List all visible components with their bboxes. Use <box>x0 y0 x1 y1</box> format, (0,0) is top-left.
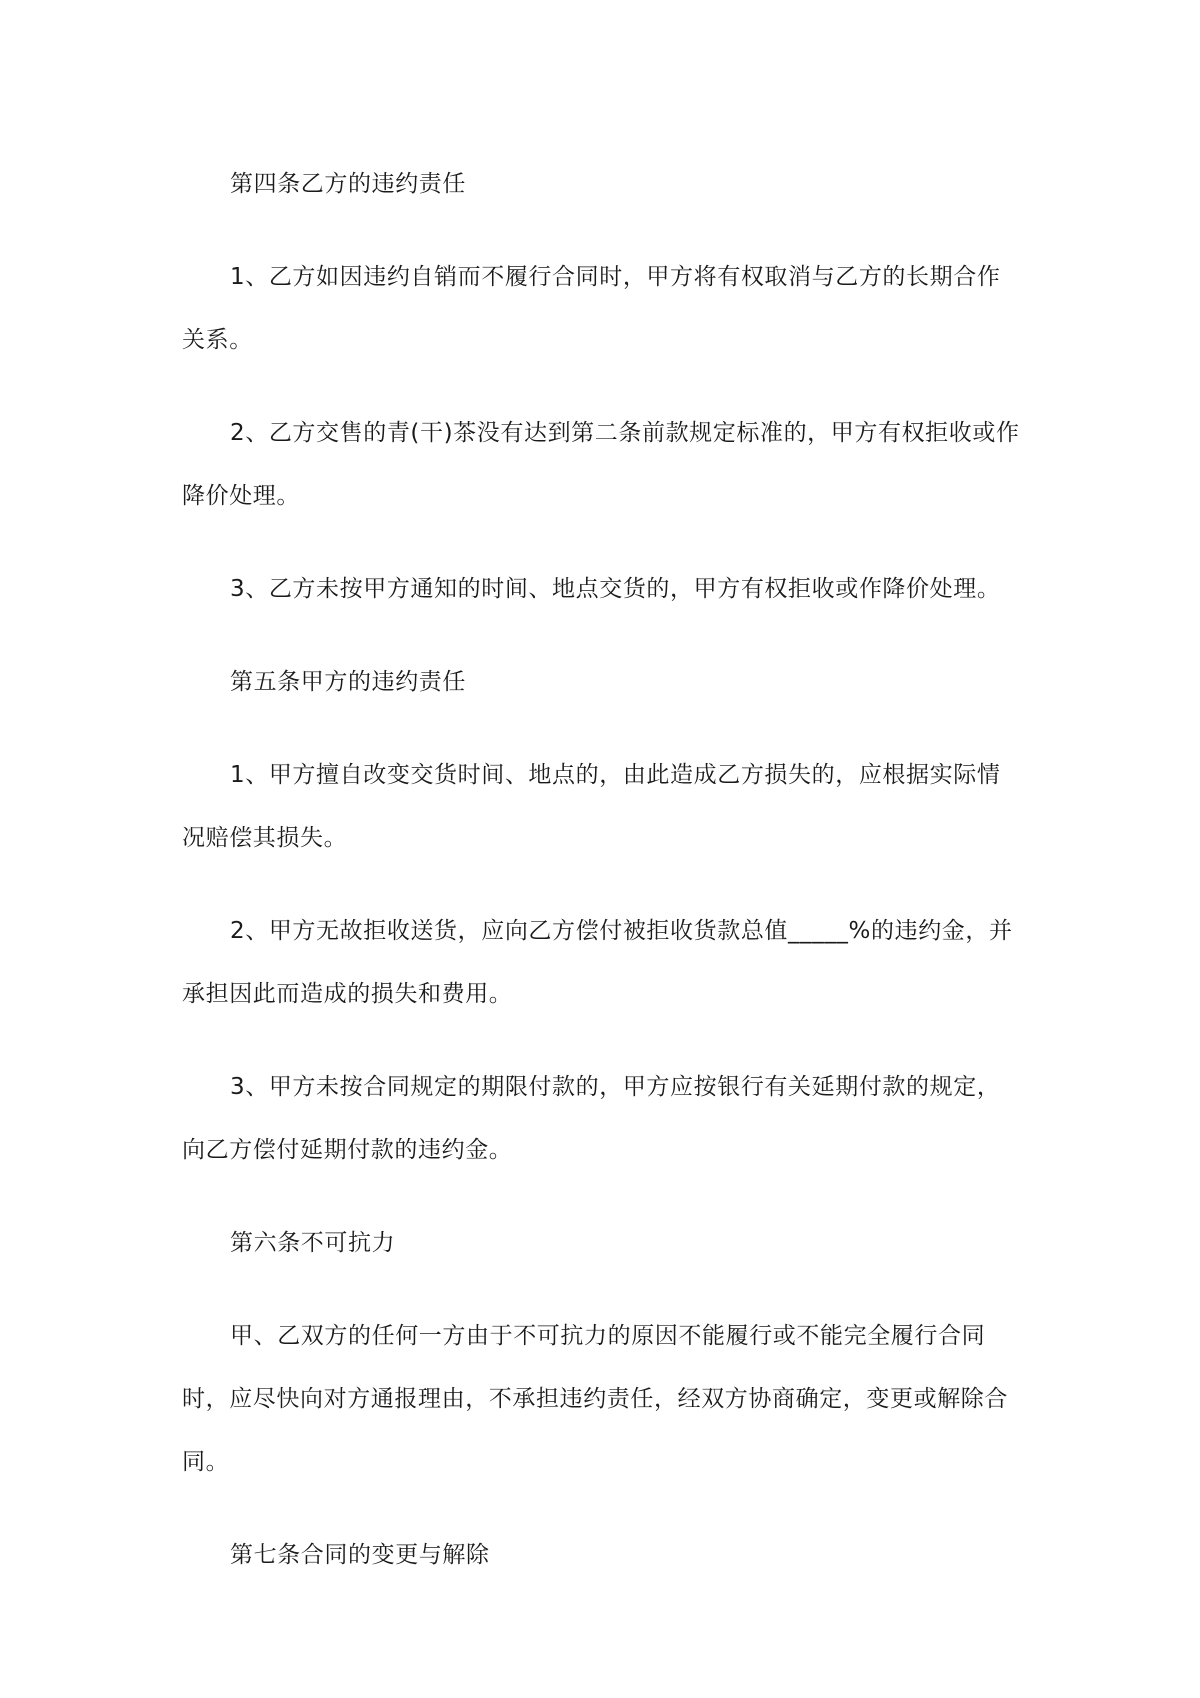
article-5-clause-2: 2、甲方无故拒收送货，应向乙方偿付被拒收货款总值_____%的违约金，并承担因此而造成的损失和费用。 <box>182 918 1013 1007</box>
article-6-heading: 第六条不可抗力 <box>230 1230 396 1256</box>
article-7-heading: 第七条合同的变更与解除 <box>230 1542 490 1568</box>
article-4-clause-1: 1、乙方如因违约自销而不履行合同时，甲方将有权取消与乙方的长期合作关系。 <box>182 264 1001 353</box>
article-5-heading: 第五条甲方的违约责任 <box>230 669 466 695</box>
article-4-clause-3: 3、乙方未按甲方通知的时间、地点交货的，甲方有权拒收或作降价处理。 <box>230 576 1001 602</box>
document-body <box>182 153 1022 1617</box>
article-5-clause-3: 3、甲方未按合同规定的期限付款的，甲方应按银行有关延期付款的规定，向乙方偿付延期付款的违约金。 <box>182 1074 1001 1163</box>
article-6-clause: 甲、乙双方的任何一方由于不可抗力的原因不能履行或不能完全履行合同时，应尽快向对方通报理由，不承担违约责任，经双方协商确定，变更或解除合同。 <box>182 1323 1008 1475</box>
article-4-clause-2: 2、乙方交售的青(干)茶没有达到第二条前款规定标准的，甲方有权拒收或作降价处理。 <box>182 420 1020 509</box>
article-4-heading: 第四条乙方的违约责任 <box>230 171 466 197</box>
article-5-clause-1: 1、甲方擅自改变交货时间、地点的，由此造成乙方损失的，应根据实际情况赔偿其损失。 <box>182 762 1001 851</box>
